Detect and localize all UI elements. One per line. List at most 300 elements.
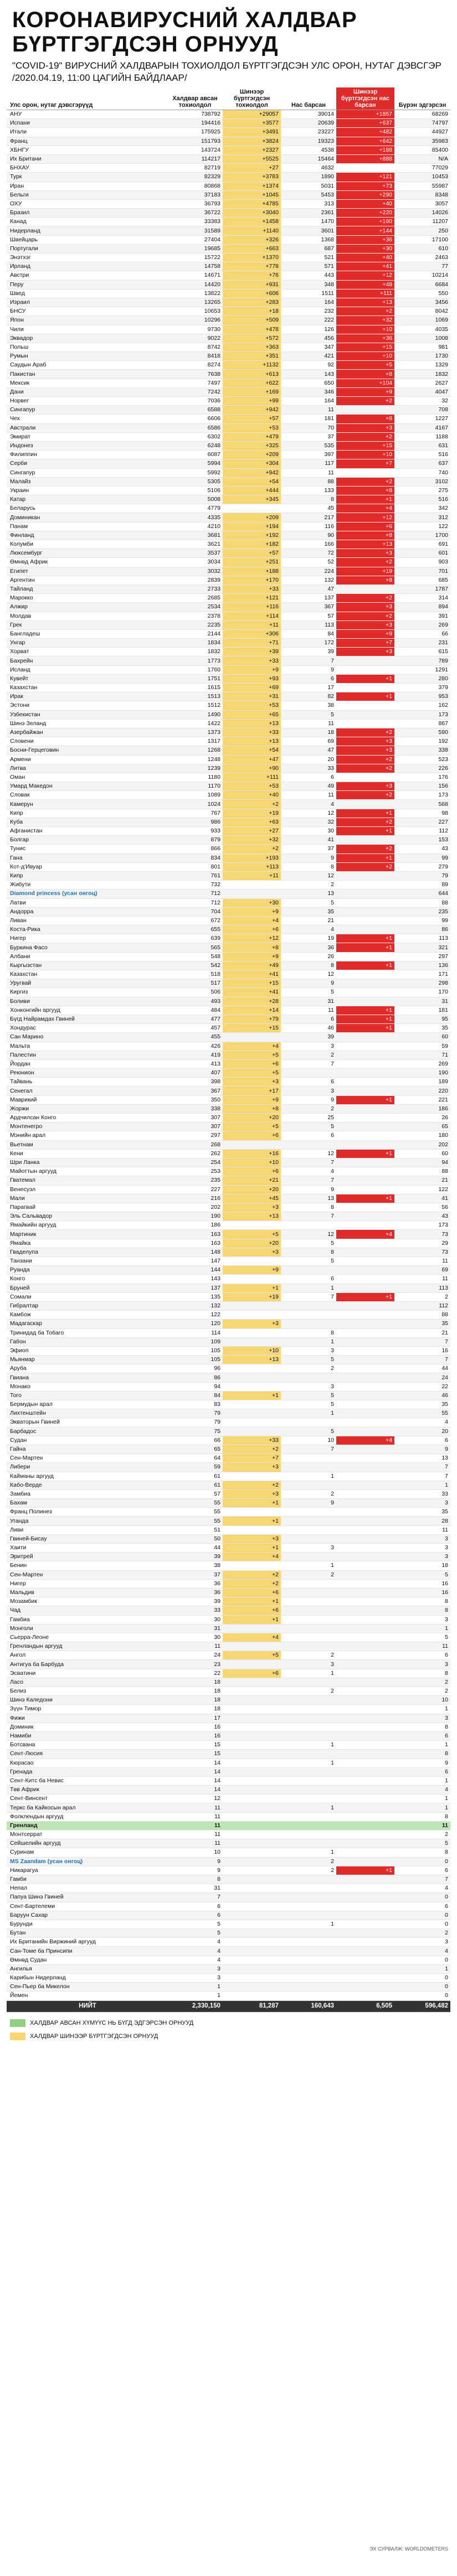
table-row <box>7 1221 450 1230</box>
cell-new-deaths <box>336 1974 394 1983</box>
table-row <box>7 648 450 656</box>
cell-recovered: 631 <box>394 441 450 450</box>
cell-deaths <box>281 1722 336 1731</box>
cell-deaths: 13 <box>281 1194 336 1203</box>
cell-cases: 1180 <box>167 773 223 782</box>
cell-deaths <box>281 1517 336 1525</box>
cell-cases: 33383 <box>167 218 223 226</box>
cell-name: Аруба <box>7 1364 167 1373</box>
cell-recovered: 99 <box>394 916 450 925</box>
cell-cases: 517 <box>167 979 223 988</box>
cell-name: Либери <box>7 1463 167 1472</box>
cell-cases: 39 <box>167 1597 223 1606</box>
cell-new-cases: +49 <box>223 961 281 970</box>
cell-new-cases: +778 <box>223 262 281 271</box>
cell-new-cases <box>223 1786 281 1794</box>
cell-cases: 493 <box>167 997 223 1006</box>
cell-deaths: 8 <box>281 495 336 504</box>
cell-new-cases: +5 <box>223 1230 281 1239</box>
cell-new-cases: +20 <box>223 1114 281 1123</box>
cell-name: Израил <box>7 298 167 307</box>
cell-new-cases: +192 <box>223 531 281 540</box>
cell-recovered: 86 <box>394 925 450 934</box>
cell-cases: 1760 <box>167 665 223 674</box>
cell-new-deaths <box>336 468 394 477</box>
cell-new-cases: +942 <box>223 406 281 415</box>
cell-deaths: 2361 <box>281 209 336 218</box>
cell-deaths: 1 <box>281 1337 336 1346</box>
cell-new-cases: +931 <box>223 280 281 289</box>
cell-new-deaths: +144 <box>336 226 394 235</box>
cell-cases: 933 <box>167 827 223 836</box>
cell-new-deaths: +1 <box>336 827 394 836</box>
cell-name: Гамби <box>7 1875 167 1884</box>
cell-deaths: 4 <box>281 925 336 934</box>
cell-new-cases: +2 <box>223 845 281 854</box>
cell-name: Фолклендын аргууд <box>7 1812 167 1821</box>
cell-recovered: 279 <box>394 862 450 871</box>
cell-name: Болгар <box>7 836 167 845</box>
cell-cases: 16 <box>167 1731 223 1740</box>
cell-new-cases: +6 <box>223 925 281 934</box>
cell-deaths: 126 <box>281 325 336 334</box>
cell-deaths: 9 <box>281 665 336 674</box>
cell-new-cases <box>223 1929 281 1938</box>
table-row <box>7 1140 450 1149</box>
cell-deaths: 70 <box>281 423 336 432</box>
cell-cases: 36 <box>167 1579 223 1588</box>
cell-deaths <box>281 1579 336 1588</box>
cell-recovered: 60 <box>394 1149 450 1158</box>
cell-new-deaths <box>336 988 394 997</box>
cell-name: Испани <box>7 119 167 128</box>
cell-cases: 1024 <box>167 800 223 809</box>
cell-deaths <box>281 1588 336 1597</box>
cell-name: Экваторын Гвиней <box>7 1418 167 1427</box>
legend-item-yellow <box>10 2031 457 2041</box>
cell-new-cases: +3 <box>223 1463 281 1472</box>
cell-new-deaths: +10 <box>336 325 394 334</box>
cell-new-deaths: +1 <box>336 1024 394 1033</box>
cell-deaths <box>281 1983 336 1992</box>
cell-new-deaths <box>336 1418 394 1427</box>
cell-new-cases: +33 <box>223 584 281 593</box>
table-row <box>7 1857 450 1866</box>
cell-new-cases: +47 <box>223 755 281 764</box>
cell-deaths: 222 <box>281 316 336 325</box>
table-row <box>7 943 450 952</box>
cell-recovered: 0 <box>394 1893 450 1902</box>
table-row <box>7 1839 450 1848</box>
cell-recovered: 14026 <box>394 209 450 218</box>
cell-new-cases: +5 <box>223 1123 281 1131</box>
cell-recovered: 2463 <box>394 254 450 262</box>
table-row <box>7 881 450 889</box>
table-row <box>7 746 450 755</box>
table-row <box>7 1006 450 1015</box>
table-row <box>7 1436 450 1445</box>
cell-deaths <box>281 1875 336 1884</box>
table-row <box>7 871 450 880</box>
cell-cases: 8742 <box>167 343 223 351</box>
table-row <box>7 182 450 190</box>
cell-new-cases: +19 <box>223 809 281 818</box>
cell-recovered: 391 <box>394 612 450 620</box>
cell-deaths: 88 <box>281 477 336 486</box>
cell-name: Сен-Мартен <box>7 1570 167 1579</box>
cell-recovered: 89 <box>394 881 450 889</box>
cell-name: Уругвай <box>7 979 167 988</box>
cell-cases: 704 <box>167 907 223 916</box>
cell-deaths: 133 <box>281 486 336 495</box>
cell-deaths: 92 <box>281 361 336 370</box>
cell-new-cases <box>223 1974 281 1983</box>
table-row <box>7 1320 450 1328</box>
cell-new-cases: +182 <box>223 540 281 549</box>
cell-deaths: 4 <box>281 1167 336 1176</box>
cell-cases: 114217 <box>167 154 223 163</box>
table-row <box>7 1911 450 1920</box>
cell-cases: 194416 <box>167 119 223 128</box>
cell-new-cases: +13 <box>223 719 281 728</box>
cell-cases: 672 <box>167 916 223 925</box>
cell-new-deaths <box>336 1687 394 1696</box>
cell-new-cases: +20 <box>223 1239 281 1248</box>
header <box>0 0 457 87</box>
cell-new-cases: +27 <box>223 827 281 836</box>
cell-cases: 4 <box>167 1938 223 1947</box>
cell-name: Ливи <box>7 1525 167 1534</box>
table-row <box>7 612 450 620</box>
table-row <box>7 1489 450 1498</box>
cell-new-deaths <box>336 1669 394 1678</box>
cell-new-cases: +6 <box>223 1669 281 1678</box>
table-row <box>7 952 450 961</box>
cell-new-deaths <box>336 1364 394 1373</box>
cell-cases: 455 <box>167 1033 223 1042</box>
cell-deaths <box>281 1830 336 1839</box>
table-row <box>7 307 450 316</box>
cell-new-cases <box>223 1830 281 1839</box>
cell-cases: 80868 <box>167 182 223 190</box>
cell-new-cases: +45 <box>223 1194 281 1203</box>
cell-new-deaths <box>336 1337 394 1346</box>
cell-deaths: 2 <box>281 1866 336 1875</box>
cell-new-cases: +16 <box>223 1149 281 1158</box>
table-row <box>7 298 450 307</box>
cell-name: Португали <box>7 244 167 253</box>
cell-new-deaths <box>336 1427 394 1436</box>
cell-new-deaths <box>336 773 394 782</box>
cell-name: Суринам <box>7 1848 167 1857</box>
table-row <box>7 1660 450 1669</box>
cell-new-deaths: +12 <box>336 271 394 280</box>
cell-name: Сенегал <box>7 1087 167 1095</box>
cell-deaths: 13 <box>281 889 336 898</box>
cell-name: Белиз <box>7 1687 167 1696</box>
cell-name: Латви <box>7 898 167 907</box>
cell-new-deaths: +4 <box>336 1230 394 1239</box>
cell-new-cases: +283 <box>223 298 281 307</box>
cell-deaths: 456 <box>281 334 336 343</box>
cell-recovered: 280 <box>394 674 450 683</box>
table-header-row <box>7 87 450 110</box>
cell-deaths <box>281 1776 336 1785</box>
cell-name: Франц <box>7 137 167 146</box>
table-row <box>7 809 450 818</box>
cell-new-cases <box>223 1884 281 1893</box>
cell-deaths: 6 <box>281 1131 336 1140</box>
cell-cases: 6586 <box>167 423 223 432</box>
col-header-new-deaths: Шинээр бүртгэгдсэн нас барсан <box>336 87 394 110</box>
table-row <box>7 1920 450 1928</box>
cell-recovered: 9 <box>394 1758 450 1767</box>
cell-new-cases <box>223 1803 281 1812</box>
cell-new-deaths <box>336 1902 394 1911</box>
table-row <box>7 1427 450 1436</box>
table-row <box>7 262 450 271</box>
cell-new-cases <box>223 1311 281 1320</box>
cell-recovered: 3 <box>394 1534 450 1543</box>
cell-cases: 9022 <box>167 334 223 343</box>
cell-new-cases <box>223 1624 281 1633</box>
cell-new-deaths: +12 <box>336 513 394 522</box>
cell-name: Алжир <box>7 603 167 612</box>
cell-new-cases: +251 <box>223 558 281 567</box>
cell-cases: 15722 <box>167 254 223 262</box>
cell-new-deaths <box>336 1158 394 1167</box>
table-row <box>7 1069 450 1078</box>
cell-deaths: 164 <box>281 298 336 307</box>
cell-deaths: 9 <box>281 1095 336 1104</box>
cell-new-deaths <box>336 881 394 889</box>
cell-cases: 548 <box>167 952 223 961</box>
table-row <box>7 352 450 361</box>
cell-name: Бахрейн <box>7 656 167 665</box>
cell-recovered: 68269 <box>394 110 450 119</box>
table-row <box>7 1570 450 1579</box>
cell-deaths: 1 <box>281 1669 336 1678</box>
cell-name: Шинэ Зеланд <box>7 719 167 728</box>
cell-deaths: 41 <box>281 836 336 845</box>
cell-new-cases <box>223 1687 281 1696</box>
cell-name: Габон <box>7 1337 167 1346</box>
cell-deaths: 7 <box>281 656 336 665</box>
cell-recovered: 6684 <box>394 280 450 289</box>
cell-cases: 3032 <box>167 567 223 576</box>
cell-new-cases: +6 <box>223 1588 281 1597</box>
cell-name: Йемен <box>7 1992 167 2000</box>
cell-deaths: 5 <box>281 988 336 997</box>
cell-deaths <box>281 1525 336 1534</box>
table-row <box>7 889 450 898</box>
cell-name: Унгар <box>7 639 167 648</box>
cell-new-deaths <box>336 800 394 809</box>
cell-name: Төв Африк <box>7 1786 167 1794</box>
cell-new-cases: +3 <box>223 1203 281 1212</box>
table-row <box>7 1866 450 1875</box>
cell-cases: 96 <box>167 1364 223 1373</box>
cell-deaths: 4 <box>281 800 336 809</box>
table-row <box>7 343 450 351</box>
table-row <box>7 1633 450 1642</box>
cell-recovered: 6 <box>394 1436 450 1445</box>
cell-cases: 37 <box>167 1570 223 1579</box>
cell-recovered: 173 <box>394 710 450 719</box>
cell-deaths: 367 <box>281 603 336 612</box>
cell-new-cases <box>223 1328 281 1337</box>
cell-name: Эстони <box>7 701 167 710</box>
table-row <box>7 1992 450 2000</box>
cell-recovered: 691 <box>394 540 450 549</box>
cell-new-cases <box>223 1221 281 1230</box>
cell-deaths: 39014 <box>281 110 336 119</box>
table-row <box>7 684 450 692</box>
cell-new-cases <box>223 1409 281 1418</box>
cell-cases: 75 <box>167 1427 223 1436</box>
cell-deaths: 2 <box>281 1687 336 1696</box>
cell-deaths: 1 <box>281 1758 336 1767</box>
cell-name: Хорват <box>7 648 167 656</box>
cell-new-deaths <box>336 1767 394 1776</box>
cell-new-cases: +572 <box>223 334 281 343</box>
cell-new-cases <box>223 1400 281 1409</box>
cell-recovered: 69 <box>394 1266 450 1275</box>
cell-name: Ливан <box>7 916 167 925</box>
table-row <box>7 1597 450 1606</box>
cell-new-deaths <box>336 1373 394 1382</box>
cell-recovered: 46 <box>394 1391 450 1400</box>
cell-deaths: 8 <box>281 1203 336 1212</box>
cell-name: Узбекистан <box>7 710 167 719</box>
table-row <box>7 522 450 531</box>
cell-recovered: 7 <box>394 1875 450 1884</box>
table-row <box>7 1131 450 1140</box>
cell-deaths: 2 <box>281 881 336 889</box>
cell-new-deaths <box>336 164 394 173</box>
cell-new-deaths: +2 <box>336 764 394 773</box>
cell-recovered: 32 <box>394 397 450 406</box>
table-row <box>7 916 450 925</box>
table-row <box>7 1194 450 1203</box>
cell-name: Уганда <box>7 1517 167 1525</box>
cell-cases: 9 <box>167 1857 223 1866</box>
cell-cases: 5305 <box>167 477 223 486</box>
cell-deaths: 39 <box>281 1033 336 1042</box>
cell-new-deaths <box>336 1033 394 1042</box>
cell-cases: 216 <box>167 1194 223 1203</box>
total-recovered: 596,482 <box>394 2000 450 2012</box>
cell-new-cases <box>223 1857 281 1866</box>
cell-new-deaths: +160 <box>336 218 394 226</box>
cell-deaths: 3601 <box>281 226 336 235</box>
cell-deaths: 8 <box>281 862 336 871</box>
cell-new-deaths <box>336 952 394 961</box>
cell-recovered: 20 <box>394 1427 450 1436</box>
cell-name: Мали <box>7 1194 167 1203</box>
cell-cases: 44 <box>167 1544 223 1553</box>
cell-new-deaths <box>336 1409 394 1418</box>
cell-new-deaths <box>336 1722 394 1731</box>
table-row <box>7 406 450 415</box>
cell-deaths: 9 <box>281 979 336 988</box>
cell-name: Бурунди <box>7 1920 167 1928</box>
cell-cases: 55 <box>167 1499 223 1508</box>
cell-new-deaths: +642 <box>336 137 394 146</box>
cell-cases: 413 <box>167 1059 223 1068</box>
cell-new-deaths: +104 <box>336 379 394 387</box>
cell-recovered: 953 <box>394 692 450 701</box>
cell-recovered: 903 <box>394 558 450 567</box>
cell-new-deaths <box>336 1176 394 1185</box>
cell-cases: 24 <box>167 1651 223 1660</box>
cell-name: Кипр <box>7 809 167 818</box>
cell-recovered: 8 <box>394 1722 450 1731</box>
cell-new-cases: +1 <box>223 1391 281 1400</box>
table-row <box>7 1149 450 1158</box>
cell-cases: 10653 <box>167 307 223 316</box>
cell-cases: 235 <box>167 1176 223 1185</box>
cell-name: Кюрасао <box>7 1758 167 1767</box>
cell-name: Бельги <box>7 190 167 199</box>
cell-cases: 6588 <box>167 406 223 415</box>
cell-new-deaths: +3 <box>336 746 394 755</box>
legend-text-green: ХАЛДВАР АВСАН ХҮМҮҮС НЬ БҮГД ЭДГЭРСЭН ОРНУУД <box>30 2019 194 2026</box>
cell-recovered: 1188 <box>394 432 450 441</box>
cell-recovered: 0 <box>394 1992 450 2000</box>
cell-new-cases <box>223 1678 281 1687</box>
cell-new-deaths: +36 <box>336 235 394 244</box>
cell-cases: 18 <box>167 1705 223 1714</box>
cell-name: Руанда <box>7 1266 167 1275</box>
cell-recovered: 136 <box>394 961 450 970</box>
cell-new-cases: +33 <box>223 656 281 665</box>
cell-recovered: 95 <box>394 1015 450 1023</box>
page-subtitle: "COVID-19" ВИРУСНИЙ ХАЛДВАРЫН ТОХИОЛДОЛ БҮРТГЭГДСЭН УЛС ОРОН, НУТАГ ДЭВСГЭР /2020.04.19, 11:00 ЦАГИЙН БАЙДЛААР/ <box>12 60 441 83</box>
cell-new-cases: +13 <box>223 737 281 746</box>
cell-recovered: 321 <box>394 943 450 952</box>
cell-deaths: 46 <box>281 1024 336 1033</box>
cell-recovered: 1 <box>394 1964 450 1973</box>
cell-new-cases: +28 <box>223 997 281 1006</box>
table-row <box>7 209 450 218</box>
cell-deaths <box>281 1678 336 1687</box>
cell-new-deaths: +2 <box>336 612 394 620</box>
cell-new-cases: +4 <box>223 1042 281 1051</box>
table-row <box>7 620 450 629</box>
table-row <box>7 432 450 441</box>
cell-name: Гренада <box>7 1767 167 1776</box>
cell-new-cases <box>223 1525 281 1534</box>
table-row <box>7 1158 450 1167</box>
cell-new-cases: +21 <box>223 1176 281 1185</box>
cell-cases: 419 <box>167 1051 223 1059</box>
cell-new-deaths <box>336 1499 394 1508</box>
cell-deaths: 5 <box>281 1427 336 1436</box>
cell-new-deaths <box>336 1517 394 1525</box>
cell-new-deaths: +1 <box>336 934 394 943</box>
cell-deaths: 2 <box>281 1489 336 1498</box>
cell-recovered: 170 <box>394 988 450 997</box>
legend-text-yellow: ХАЛДВАР ШИНЭЭР БҮРТГЭГДСЭН ОРНУУД <box>30 2032 158 2040</box>
cell-cases: 22 <box>167 1669 223 1678</box>
cell-cases: 14671 <box>167 271 223 280</box>
table-row <box>7 280 450 289</box>
table-row <box>7 1239 450 1248</box>
cell-cases: 565 <box>167 943 223 952</box>
cell-deaths: 3 <box>281 1346 336 1355</box>
cell-recovered: 28 <box>394 1517 450 1525</box>
